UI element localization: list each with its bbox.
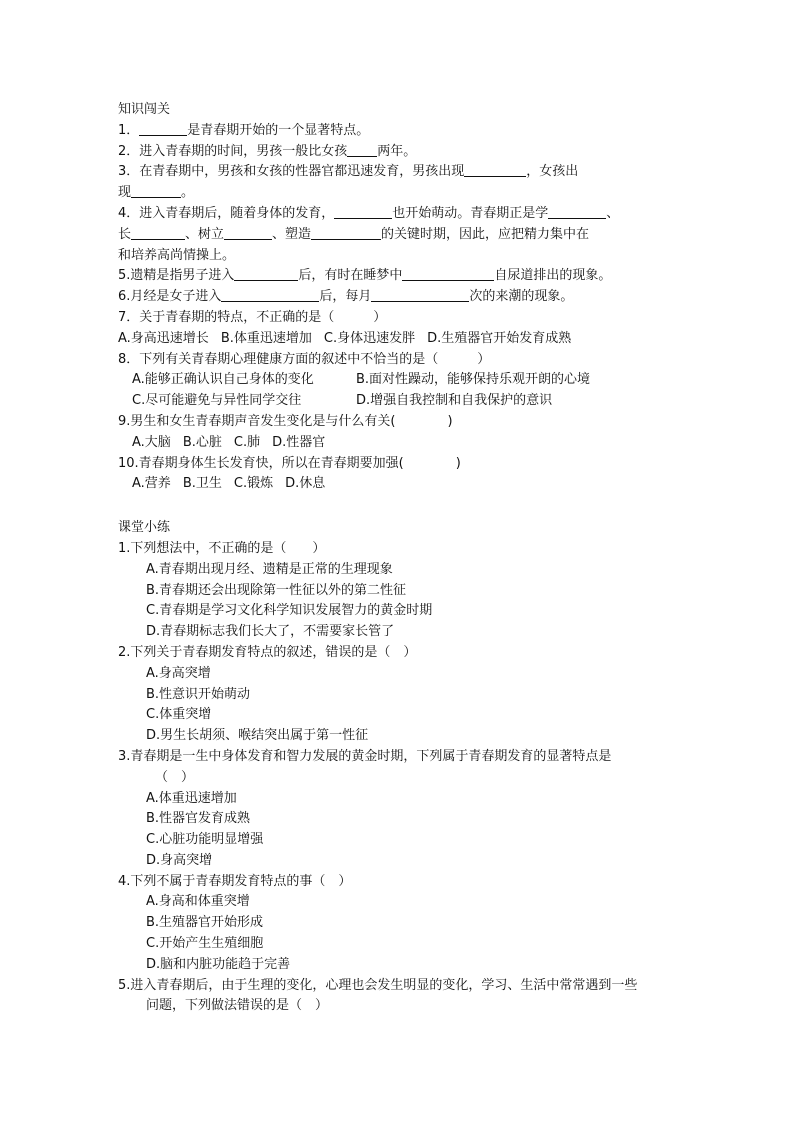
practice-question-4 — [118, 872, 678, 976]
option-c[interactable]: C.心脏功能明显增强 — [146, 832, 264, 848]
question-3-line2: 现 。 — [118, 185, 195, 201]
option-c[interactable]: C.体重突增 — [146, 707, 212, 723]
question-stem: 3.青春期是一生中身体发育和智力发展的黄金时期，下列属于青春期发育的显著特点是 — [118, 748, 612, 764]
option-d[interactable]: D.性器官 — [272, 434, 326, 450]
option-a[interactable]: A.青春期出现月经、遗精是正常的生理现象 — [146, 561, 393, 577]
question-5: 5.遗精是指男子进入 后，有时在睡梦中 自尿道排出的现象。 — [118, 268, 612, 284]
option-a[interactable]: A.大脑 — [132, 434, 171, 450]
question-9-options — [118, 433, 678, 454]
question-7-options — [118, 329, 678, 350]
option-a[interactable]: A.身高迅速增长 — [118, 330, 209, 346]
fill-blank[interactable] — [464, 162, 526, 177]
question-7-stem: 7．关于青春期的特点，不正确的是（ ） — [118, 309, 387, 325]
option-c[interactable]: C.锻炼 — [233, 476, 274, 492]
question-8-options-row2 — [118, 391, 678, 412]
fill-blank[interactable] — [371, 287, 469, 302]
question-10-options — [118, 474, 678, 495]
option-c[interactable]: C.青春期是学习文化科学知识发展智力的黄金时期 — [146, 603, 433, 619]
question-6: 6.月经是女子进入 后，每月 次的来潮的现象。 — [118, 289, 574, 305]
option-d[interactable]: D.休息 — [285, 476, 326, 492]
option-b[interactable]: B.心脏 — [182, 434, 222, 450]
fill-blank[interactable] — [221, 287, 319, 302]
option-c[interactable]: C.尽可能避免与异性同学交往 — [132, 393, 302, 409]
fill-blank[interactable] — [334, 204, 392, 219]
question-4-line1: 4．进入青春期后，随着身体的发育， 也开始萌动。青春期正是学 、 — [118, 205, 620, 221]
option-d[interactable]: D.青春期标志我们长大了，不需要家长管了 — [146, 624, 395, 640]
fill-blank[interactable] — [131, 225, 185, 240]
question-2: 2．进入青春期的时间，男孩一般比女孩 两年。 — [118, 143, 417, 159]
option-b[interactable]: B.性器官发育成熟 — [146, 811, 251, 827]
question-stem: 2.下列关于青春期发育特点的叙述，错误的是（ ） — [118, 644, 417, 660]
worksheet-content — [118, 100, 678, 1017]
option-d[interactable]: D.生殖器官开始发育成熟 — [427, 330, 572, 346]
fill-blank[interactable] — [347, 142, 377, 157]
section-gap — [118, 495, 678, 518]
option-a[interactable]: A.身高突增 — [146, 665, 211, 681]
option-b[interactable]: B.青春期还会出现除第一性征以外的第二性征 — [146, 582, 407, 598]
option-d[interactable]: D.脑和内脏功能趋于完善 — [146, 956, 291, 972]
question-8-stem: 8．下列有关青春期心理健康方面的叙述中不恰当的是（ ） — [118, 351, 491, 367]
question-9-stem: 9.男生和女生青春期声音发生变化是与什么有关( ) — [118, 413, 453, 429]
question-1: 1． 是青春期开始的一个显著特点。 — [118, 122, 370, 138]
fill-blank[interactable] — [311, 225, 381, 240]
option-b[interactable]: B.生殖器官开始形成 — [146, 915, 264, 931]
practice-question-2 — [118, 643, 678, 747]
question-stem-continued: （ ） — [155, 769, 195, 785]
question-stem: 5.进入青春期后，由于生理的变化，心理也会发生明显的变化，学习、生活中常常遇到一些 — [118, 977, 638, 993]
option-b[interactable]: B.面对性躁动，能够保持乐观开朗的心境 — [356, 372, 591, 388]
fill-blank[interactable] — [234, 266, 298, 281]
option-b[interactable]: B.体重迅速增加 — [220, 330, 312, 346]
option-a[interactable]: A.体重迅速增加 — [146, 790, 237, 806]
option-b[interactable]: B.性意识开始萌动 — [146, 686, 251, 702]
option-d[interactable]: D.男生长胡须、喉结突出属于第一性征 — [146, 728, 369, 744]
option-c[interactable]: C.肺 — [233, 434, 261, 450]
question-4-line2: 长 、树立 、塑造 的关键时期，因此，应把精力集中在 — [118, 226, 590, 242]
option-a[interactable]: A.身高和体重突增 — [146, 894, 250, 910]
section-title-knowledge: 知识闯关 — [118, 102, 171, 117]
practice-question-3 — [118, 747, 678, 872]
question-stem: 1.下列想法中，不正确的是（ ） — [118, 540, 326, 556]
question-8-options-row1 — [118, 370, 678, 391]
question-10-stem: 10.青春期身体生长发育快，所以在青春期要加强( ) — [118, 455, 461, 471]
option-d[interactable]: D.身高突增 — [146, 852, 213, 868]
option-b[interactable]: B.卫生 — [182, 476, 222, 492]
option-d[interactable]: D.增强自我控制和自我保护的意识 — [356, 393, 553, 409]
question-stem-continued: 问题，下列做法错误的是（ ） — [146, 998, 329, 1014]
practice-question-1 — [118, 539, 678, 643]
option-a[interactable]: A.营养 — [132, 476, 171, 492]
practice-question-5 — [118, 976, 678, 1018]
fill-blank[interactable] — [131, 183, 181, 198]
question-stem: 4.下列不属于青春期发育特点的事（ ） — [118, 873, 352, 889]
option-a[interactable]: A.能够正确认识自己身体的变化 — [132, 372, 314, 388]
fill-blank[interactable] — [139, 121, 187, 136]
option-c[interactable]: C.开始产生生殖细胞 — [146, 936, 264, 952]
section-title-practice: 课堂小练 — [118, 520, 171, 536]
question-3-line1: 3．在青春期中，男孩和女孩的性器官都迅速发育，男孩出现 ，女孩出 — [118, 164, 579, 180]
fill-blank[interactable] — [224, 225, 272, 240]
fill-blank[interactable] — [402, 266, 494, 281]
question-4-line3: 和培养高尚情操上。 — [118, 247, 236, 263]
option-c[interactable]: C.身体迅速发胖 — [323, 330, 416, 346]
fill-blank[interactable] — [548, 204, 606, 219]
